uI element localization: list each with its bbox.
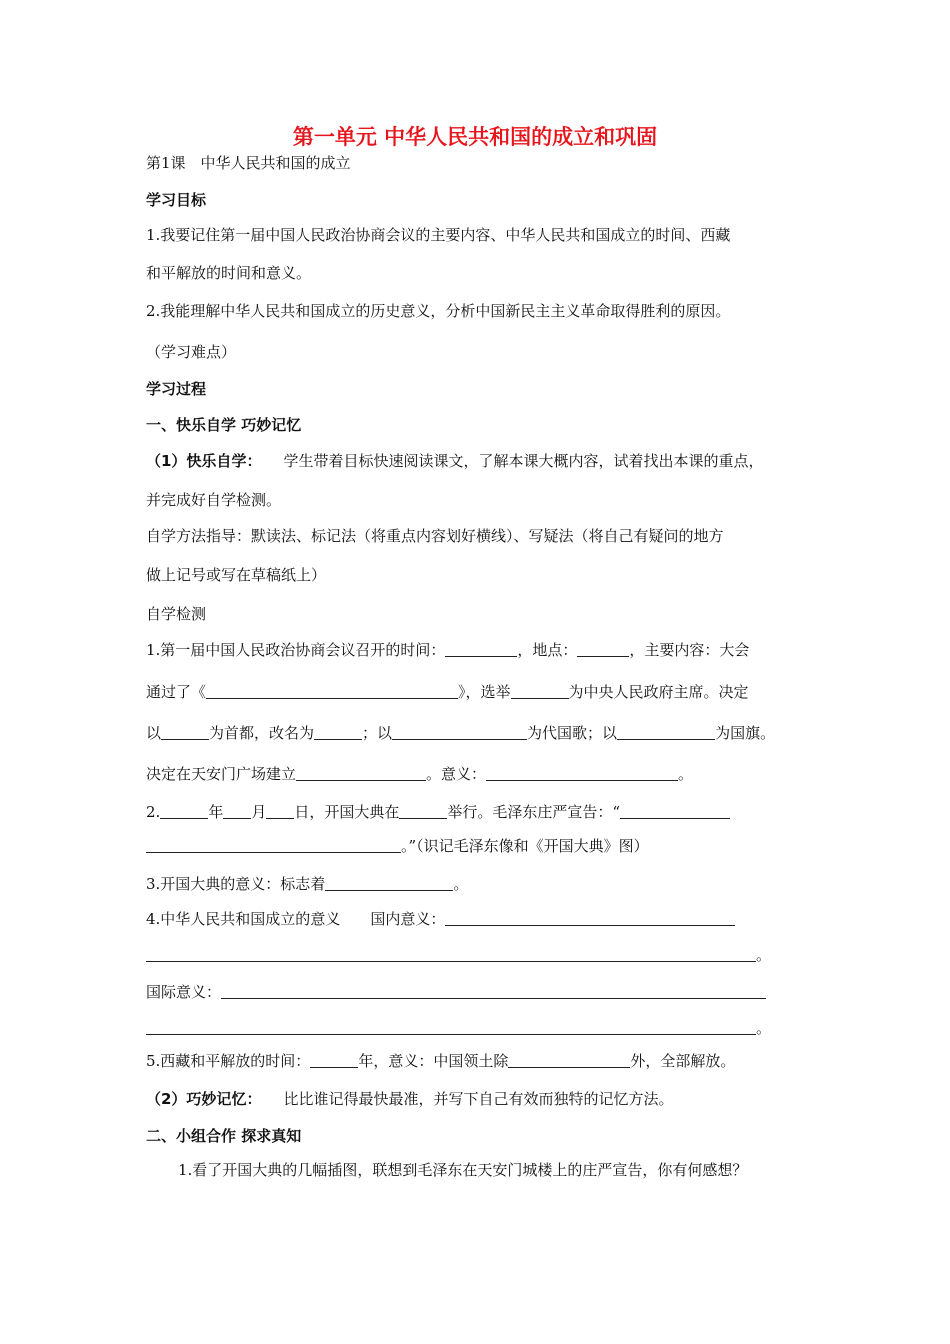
fill-blank[interactable] [314, 724, 362, 740]
fill-blank[interactable] [161, 724, 209, 740]
difficulty-note: （学习难点） [146, 343, 237, 361]
text: 为代国歌；以 [527, 724, 618, 742]
text: 。 [756, 1019, 772, 1037]
self-check-heading: 自学检测 [146, 605, 207, 623]
fill-blank[interactable] [445, 910, 735, 926]
fill-blank[interactable] [325, 875, 453, 891]
text: 日，开国大典在 [294, 803, 400, 821]
question-4-line-2 [146, 945, 771, 965]
text: 通过了《 [146, 683, 207, 701]
section-1-heading: 一、快乐自学 巧妙记忆 [146, 416, 302, 434]
text: ；以 [362, 724, 393, 742]
lesson-title: 第1课 中华人民共和国的成立 [146, 154, 351, 172]
text: 1.第一届中国人民政治协商会议召开的时间： [146, 641, 446, 659]
objective-1-line-2: 和平解放的时间和意义。 [146, 264, 312, 282]
text: 5.西藏和平解放的时间： [146, 1052, 311, 1070]
fill-blank[interactable] [160, 803, 208, 819]
question-2-line-2 [146, 836, 649, 856]
fill-blank[interactable] [266, 803, 294, 819]
fill-blank[interactable] [620, 803, 730, 819]
fill-blank[interactable] [399, 803, 447, 819]
text: 国际意义： [146, 983, 222, 1001]
text: 为首都，改名为 [209, 724, 315, 742]
memory-text: 比比谁记得最快最准，并写下自己有效而独特的记忆方法。 [283, 1090, 674, 1108]
text: 3.开国大典的意义：标志着 [146, 875, 326, 893]
unit-title: 第一单元 中华人民共和国的成立和巩固 [292, 125, 658, 149]
fill-blank[interactable] [508, 1052, 630, 1068]
text: 外，全部解放。 [630, 1052, 736, 1070]
question-1-line-1 [146, 640, 749, 660]
fill-blank[interactable] [310, 1052, 358, 1068]
self-study-line-1 [146, 451, 763, 471]
fill-blank[interactable] [511, 683, 569, 699]
fill-blank[interactable] [206, 683, 458, 699]
fill-blank[interactable] [296, 765, 426, 781]
question-4-line-4 [146, 1018, 771, 1038]
objective-2: 2.我能理解中华人民共和国成立的历史意义，分析中国新民主主义革命取得胜利的原因。 [146, 302, 731, 320]
fill-blank[interactable] [445, 641, 517, 657]
text: 。”（识记毛泽东像和《开国大典》图） [401, 837, 649, 855]
fill-blank[interactable] [146, 946, 756, 962]
self-study-line-2: 并完成好自学检测。 [146, 491, 282, 509]
method-line-2: 做上记号或写在草稿纸上） [146, 566, 327, 584]
text: 。 [756, 946, 772, 964]
fill-blank[interactable] [146, 1019, 756, 1035]
text: 决定在天安门广场建立 [146, 765, 297, 783]
text: 为中央人民政府主席。决定 [568, 683, 749, 701]
method-line-1: 自学方法指导：默读法、标记法（将重点内容划好横线）、写疑法（将自己有疑问的地方 [146, 527, 724, 545]
fill-blank[interactable] [577, 641, 629, 657]
text: 》，选举 [458, 683, 511, 701]
text: 举行。毛泽东庄严宣告：“ [447, 803, 621, 821]
question-5 [146, 1051, 735, 1071]
fill-blank[interactable] [617, 724, 715, 740]
text: 2. [146, 803, 161, 821]
objectives-heading: 学习目标 [146, 191, 207, 209]
section-2-heading: 二、小组合作 探求真知 [146, 1127, 302, 1145]
question-2-line-1 [146, 802, 730, 822]
question-1-line-4 [146, 764, 693, 784]
group-question-1: 1.看了开国大典的几幅插图，联想到毛泽东在天安门城楼上的庄严宣告，你有何感想？ [178, 1161, 748, 1179]
text: ，地点： [517, 641, 578, 659]
text: 。 [678, 765, 694, 783]
text: 年，意义：中国领土除 [358, 1052, 509, 1070]
memory-label: （2）巧妙记忆： [146, 1090, 262, 1108]
fill-blank[interactable] [146, 837, 401, 853]
question-3 [146, 874, 468, 894]
text: 4.中华人民共和国成立的意义 国内意义： [146, 910, 446, 928]
fill-blank[interactable] [392, 724, 527, 740]
question-1-line-3 [146, 723, 775, 743]
fill-blank[interactable] [486, 765, 678, 781]
question-1-line-2 [146, 682, 749, 702]
memory-line [146, 1089, 673, 1109]
text: 以 [146, 724, 162, 742]
question-4-line-1 [146, 909, 735, 929]
text: 。意义： [426, 765, 487, 783]
objective-1-line-1: 1.我要记住第一届中国人民政治协商会议的主要内容、中华人民共和国成立的时间、西藏 [146, 226, 731, 244]
text: 年 [208, 803, 224, 821]
self-study-text: 学生带着目标快速阅读课文，了解本课大概内容，试着找出本课的重点， [283, 452, 764, 470]
text: 。 [453, 875, 469, 893]
text: ，主要内容：大会 [629, 641, 750, 659]
fill-blank[interactable] [223, 803, 251, 819]
fill-blank[interactable] [221, 983, 766, 999]
text: 月 [251, 803, 267, 821]
text: 为国旗。 [715, 724, 776, 742]
question-4-line-3 [146, 982, 766, 1002]
self-study-label: （1）快乐自学： [146, 452, 262, 470]
process-heading: 学习过程 [146, 380, 207, 398]
